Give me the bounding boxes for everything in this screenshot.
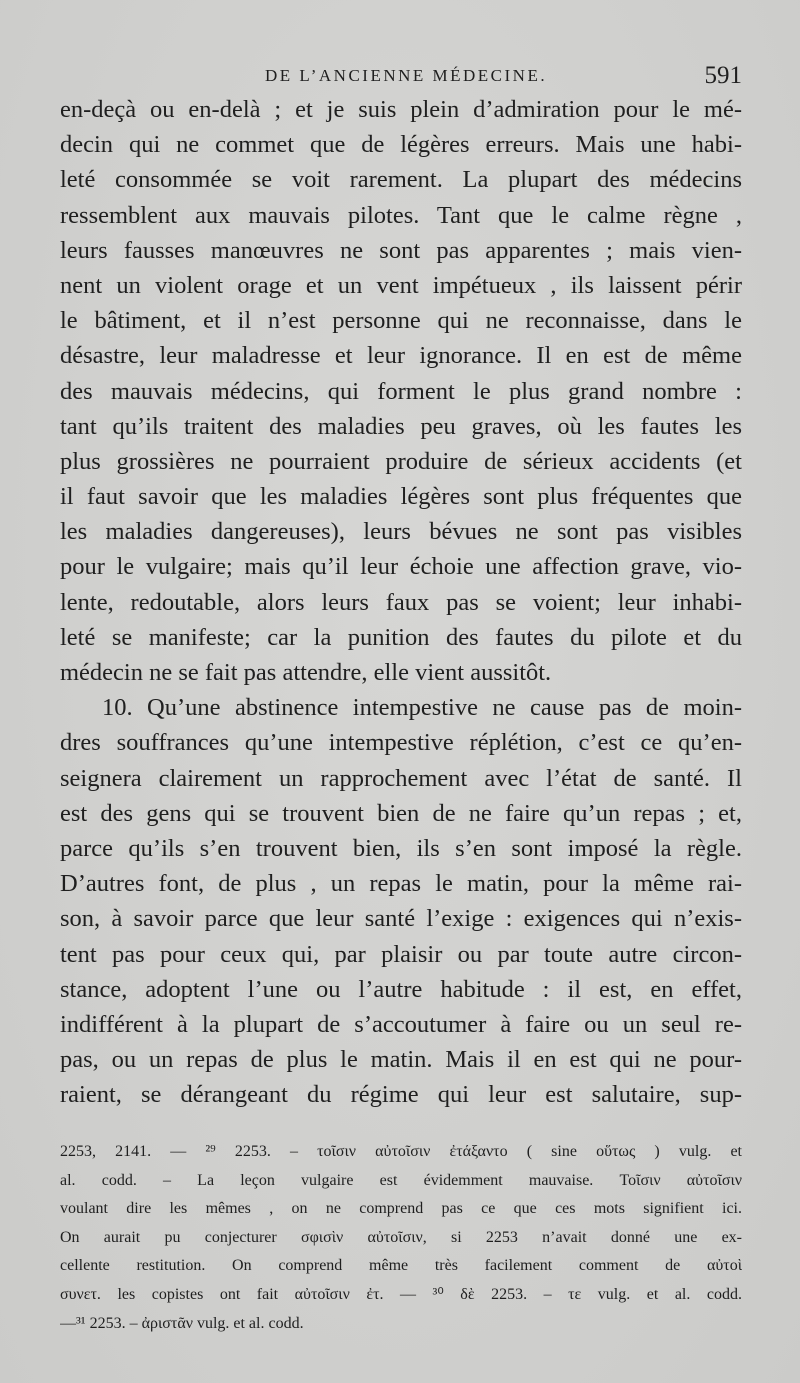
text-line: médecin ne se fait pas attendre, elle vient aussitôt. xyxy=(60,659,552,686)
footnote-line: συνετ. les copistes ont fait αὐτοῖσιν ἐτ. — ³⁰ δὲ 2253. – τε vulg. et al. codd. xyxy=(60,1285,742,1303)
text-line: son, à savoir parce que leur santé l’exige : exigences qui n’exis- xyxy=(60,905,742,933)
text-line: D’autres font, de plus , un repas le matin, pour la même rai- xyxy=(60,870,742,898)
page-number: 591 xyxy=(704,62,742,89)
text-line: il faut savoir que les maladies légères sont plus fréquentes que xyxy=(60,483,742,511)
text-line: en-deçà ou en-delà ; et je suis plein d’admiration pour le mé- xyxy=(60,96,742,123)
text-line: le bâtiment, et il n’est personne qui ne reconnaisse, dans le xyxy=(60,307,742,335)
footnote-line: cellente restitution. On comprend même très facilement comment de αὐτοὶ xyxy=(60,1257,742,1275)
text-line: des mauvais médecins, qui forment le plus grand nombre : xyxy=(60,377,742,405)
text-line: decin qui ne commet que de légères erreurs. Mais une habi- xyxy=(60,131,742,159)
text-line: désastre, leur maladresse et leur ignorance. Il en est de même xyxy=(60,342,742,370)
text-line: tant qu’ils traitent des maladies peu graves, où les fautes les xyxy=(60,412,742,440)
text-line: indifférent à la plupart de s’accoutumer à faire ou un seul re- xyxy=(60,1010,742,1038)
text-line: nent un violent orage et un vent impétueux , ils laissent périr xyxy=(60,271,742,299)
text-line: plus grossières ne pourraient produire de sérieux accidents (et xyxy=(60,447,742,475)
footnotes xyxy=(60,1138,742,1338)
text-line: est des gens qui se trouvent bien de ne faire qu’un repas ; et, xyxy=(60,799,742,827)
footnote-line: —³¹ 2253. – ἀριστᾶν vulg. et al. codd. xyxy=(60,1314,304,1332)
text-line: leté se manifeste; car la punition des fautes du pilote et du xyxy=(60,623,742,651)
text-line: parce qu’ils s’en trouvent bien, ils s’en sont imposé la règle. xyxy=(60,834,742,862)
paragraph-start-line: 10. Qu’une abstinence intempestive ne cause pas de moin- xyxy=(102,694,742,722)
text-line: leurs fausses manœuvres ne sont pas apparentes ; mais vien- xyxy=(60,236,742,264)
text-line: pour le vulgaire; mais qu’il leur échoie une affection grave, vio- xyxy=(60,553,742,581)
footnote-line: 2253, 2141. — ²⁹ 2253. – τοῖσιν αὐτοῖσιν ἐτάξαντο ( sine οὕτως ) vulg. et xyxy=(60,1143,742,1160)
main-text xyxy=(60,92,742,1112)
text-line: seignera clairement un rapprochement avec l’état de santé. Il xyxy=(60,764,742,792)
text-line: dres souffrances qu’une intempestive réplétion, c’est ce qu’en- xyxy=(60,729,742,757)
text-line: ressemblent aux mauvais pilotes. Tant que le calme règne , xyxy=(60,201,742,229)
footnote-line: On aurait pu conjecturer σφισὶν αὐτοῖσιν, si 2253 n’avait donné une ex- xyxy=(60,1228,742,1246)
page-header xyxy=(60,62,742,92)
footnote-line: al. codd. – La leçon vulgaire est évidemment mauvaise. Τοῖσιν αὐτοῖσιν xyxy=(60,1171,742,1189)
text-line: les maladies dangereuses), leurs bévues ne sont pas visibles xyxy=(60,518,742,546)
text-line: tent pas pour ceux qui, par plaisir ou par toute autre circon- xyxy=(60,940,742,968)
running-title: DE L’ANCIENNE MÉDECINE. xyxy=(265,66,548,85)
text-line: stance, adoptent l’une ou l’autre habitude : il est, en effet, xyxy=(60,975,742,1003)
text-line: pas, ou un repas de plus le matin. Mais il en est qui ne pour- xyxy=(60,1046,742,1074)
footnote-line: voulant dire les mêmes , on ne comprend pas ce que ces mots signifient ici. xyxy=(60,1200,742,1218)
text-line: leté consommée se voit rarement. La plupart des médecins xyxy=(60,166,742,194)
text-line: raient, se dérangeant du régime qui leur est salutaire, sup- xyxy=(60,1081,742,1109)
text-line: lente, redoutable, alors leurs faux pas se voient; leur inhabi- xyxy=(60,588,742,616)
